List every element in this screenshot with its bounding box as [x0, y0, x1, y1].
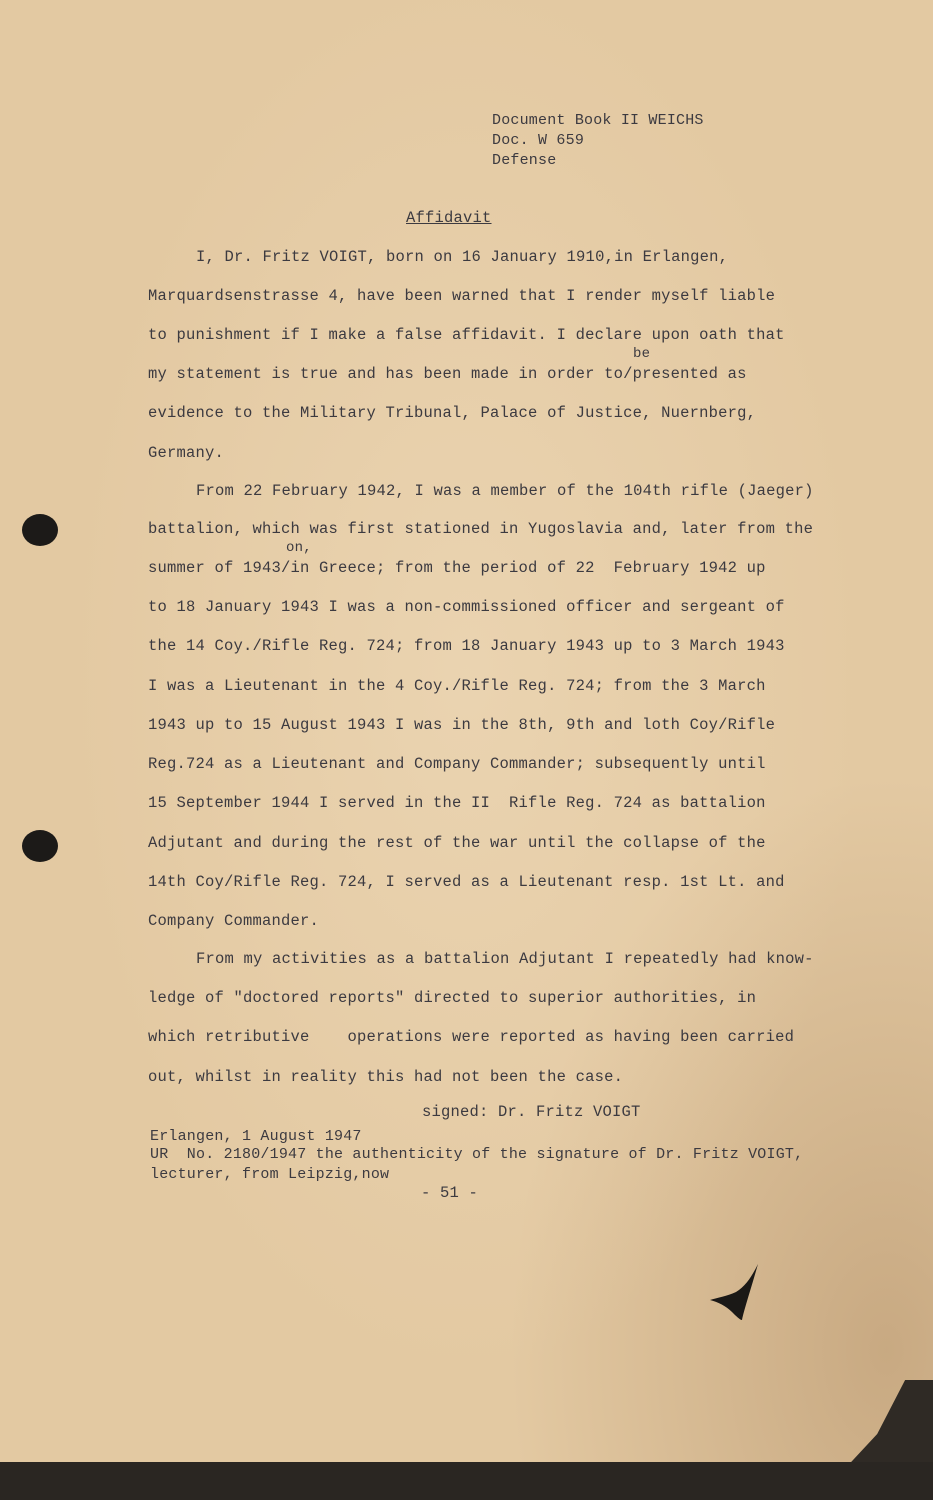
- signature-line: signed: Dr. Fritz VOIGT: [422, 1103, 641, 1121]
- para2-line-7: 1943 up to 15 August 1943 I was in the 8th, 9th and loth Coy/Rifle: [148, 716, 776, 734]
- para2-line-3: summer of 1943/in Greece; from the period of 22 February 1942 up: [148, 559, 766, 577]
- certification-line-1: UR No. 2180/1947 the authenticity of the signature of Dr. Fritz VOIGT,: [150, 1146, 804, 1163]
- para1-insert: be: [633, 346, 651, 362]
- place-date: Erlangen, 1 August 1947: [150, 1128, 362, 1145]
- para1-line-2: Marquardsenstrasse 4, have been warned that I render myself liable: [148, 287, 776, 305]
- para3-line-1: From my activities as a battalion Adjutant I repeatedly had know-: [196, 950, 814, 968]
- para2-line-1: From 22 February 1942, I was a member of the 104th rifle (Jaeger): [196, 482, 814, 500]
- para1-line-3: to punishment if I make a false affidavit. I declare upon oath that: [148, 326, 785, 344]
- para1-line-1: I, Dr. Fritz VOIGT, born on 16 January 1910,in Erlangen,: [196, 248, 729, 266]
- para2-line-12: Company Commander.: [148, 912, 320, 930]
- para3-line-4: out, whilst in reality this had not been the case.: [148, 1068, 624, 1086]
- document-title: Affidavit: [406, 209, 492, 227]
- ink-mark: [706, 1262, 762, 1322]
- para2-line-4: to 18 January 1943 I was a non-commissioned officer and sergeant of: [148, 598, 785, 616]
- para3-line-3: which retributive operations were reported as having been carried: [148, 1028, 795, 1046]
- para2-insert: on,: [286, 540, 312, 556]
- doc-header-line-1: Document Book II WEICHS: [492, 112, 704, 129]
- para2-line-9: 15 September 1944 I served in the II Rifle Reg. 724 as battalion: [148, 794, 766, 812]
- para2-line-6: I was a Lieutenant in the 4 Coy./Rifle Reg. 724; from the 3 March: [148, 677, 766, 695]
- para2-line-2: battalion, which was first stationed in Yugoslavia and, later from the: [148, 520, 814, 538]
- para1-line-6: Germany.: [148, 444, 225, 462]
- punch-hole-top: [22, 514, 58, 546]
- scan-background-strip: [0, 1462, 933, 1500]
- para2-line-10: Adjutant and during the rest of the war until the collapse of the: [148, 834, 766, 852]
- page-number: - 51 -: [421, 1184, 479, 1202]
- para1-line-4: my statement is true and has been made in order to/presented as: [148, 365, 747, 383]
- para2-line-8: Reg.724 as a Lieutenant and Company Commander; subsequently until: [148, 755, 766, 773]
- certification-line-2: lecturer, from Leipzig,now: [150, 1166, 390, 1183]
- punch-hole-bottom: [22, 830, 58, 862]
- doc-header-line-2: Doc. W 659: [492, 132, 585, 149]
- doc-header-line-3: Defense: [492, 152, 557, 169]
- para2-line-5: the 14 Coy./Rifle Reg. 724; from 18 January 1943 up to 3 March 1943: [148, 637, 785, 655]
- para1-line-5: evidence to the Military Tribunal, Palace of Justice, Nuernberg,: [148, 404, 757, 422]
- para3-line-2: ledge of "doctored reports" directed to superior authorities, in: [148, 989, 757, 1007]
- para2-line-11: 14th Coy/Rifle Reg. 724, I served as a Lieutenant resp. 1st Lt. and: [148, 873, 785, 891]
